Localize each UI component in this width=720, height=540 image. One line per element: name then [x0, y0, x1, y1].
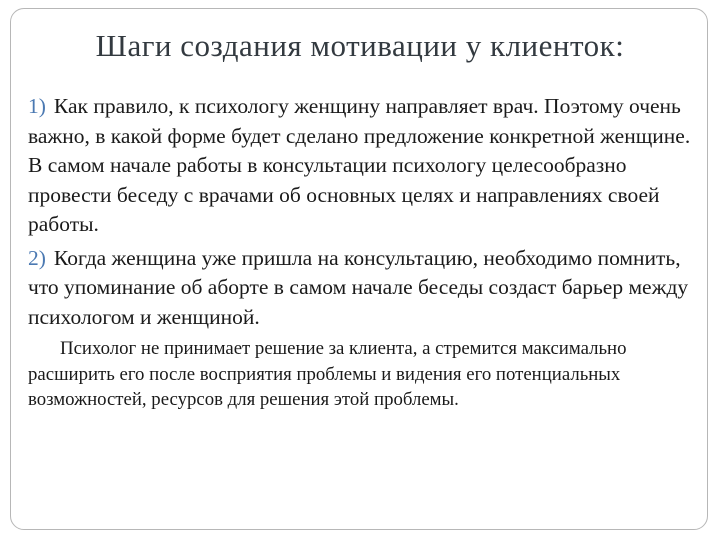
- item-number: 2): [28, 245, 46, 270]
- list-item: [28, 92, 698, 240]
- item-text: Как правило, к психологу женщину направляет врач. Поэтому очень важно, в какой форме будет сделано предложение конкретной женщине. В самом начале работы в консультации психологу целесообразно провести беседу с врачами об основных целях и направлениях своей работы.: [28, 94, 691, 236]
- item-number: 1): [28, 94, 46, 118]
- item-text: Когда женщина уже пришла на консультацию, необходимо помнить, что упоминание об аборте в самом начале беседы создаст барьер между психологом и женщиной.: [28, 245, 689, 329]
- list-item: [28, 244, 698, 333]
- note-paragraph: Психолог не принимает решение за клиента, а стремится максимально расширить его после восприятия проблемы и видения его потенциальных возможностей, ресурсов для решения этой проблемы.: [28, 338, 627, 410]
- slide-title: Шаги создания мотивации у клиенток:: [95, 28, 625, 63]
- slide-content: [28, 92, 698, 431]
